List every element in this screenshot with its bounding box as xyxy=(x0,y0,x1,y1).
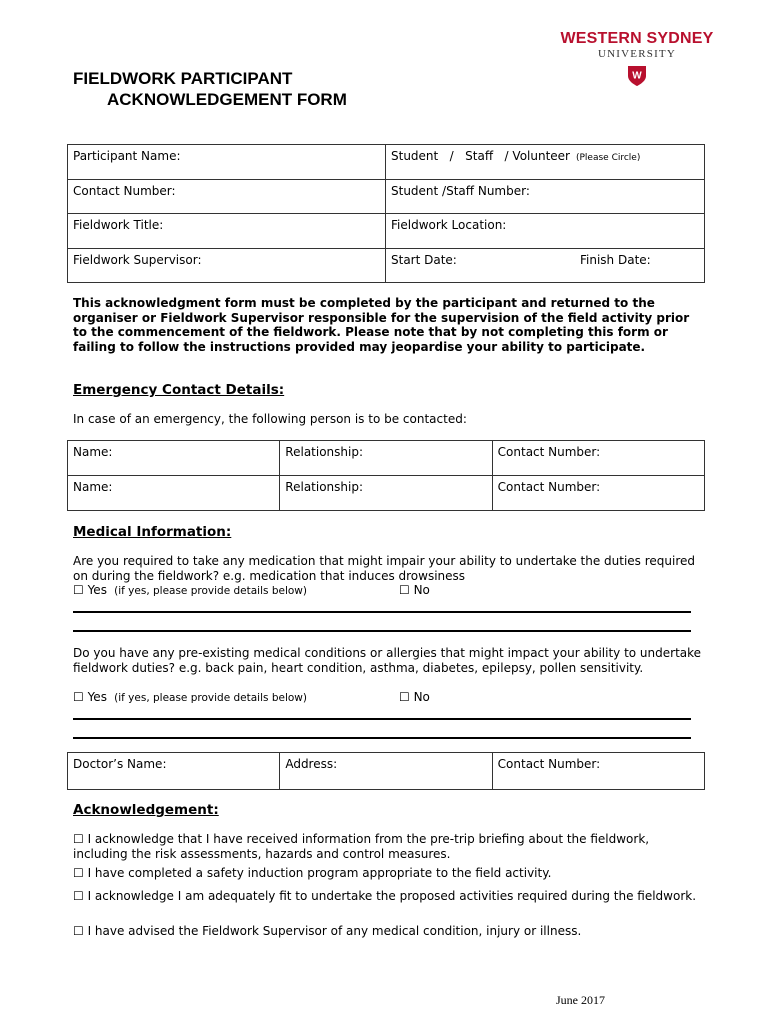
form-title xyxy=(73,68,347,110)
role-circle-field[interactable] xyxy=(386,145,705,180)
logo-line1: WESTERN SYDNEY xyxy=(560,30,714,47)
medication-details-line[interactable] xyxy=(73,611,691,613)
doctor-name-field[interactable]: Doctor’s Name: xyxy=(68,753,280,790)
medication-no-checkbox[interactable]: ☐ No xyxy=(399,583,430,597)
emergency-contact-number-field[interactable]: Contact Number: xyxy=(492,476,704,511)
conditions-details-line[interactable] xyxy=(73,718,691,720)
university-logo xyxy=(556,30,718,96)
ack-item-induction[interactable]: ☐ I have completed a safety induction program appropriate to the field activity. xyxy=(73,866,552,880)
form-title-line2: ACKNOWLEDGEMENT FORM xyxy=(107,90,347,109)
fieldwork-title-field[interactable]: Fieldwork Title: xyxy=(68,214,386,249)
participant-details-table xyxy=(67,144,705,283)
emergency-contact-number-field[interactable]: Contact Number: xyxy=(492,441,704,476)
conditions-yes-no: ☐ Yes (if yes, please provide details below) ☐ No xyxy=(73,690,430,704)
participant-name-field[interactable]: Participant Name: xyxy=(68,145,386,180)
conditions-no-checkbox[interactable]: ☐ No xyxy=(399,690,430,704)
conditions-yes-checkbox[interactable]: ☐ Yes xyxy=(73,690,107,704)
fieldwork-supervisor-field[interactable]: Fieldwork Supervisor: xyxy=(68,248,386,283)
student-staff-number-field[interactable]: Student /Staff Number: xyxy=(386,179,705,214)
notice-paragraph: This acknowledgment form must be completed by the participant and returned to the organiser or Fieldwork Supervisor responsible for the supervision of the field activity prior to the commencement of the fieldwork. Please note that by not completing this form or failing to follow the instructions provided may jeopardise your ability to participate. xyxy=(73,296,690,354)
emergency-intro: In case of an emergency, the following person is to be contacted: xyxy=(73,412,467,426)
conditions-question: Do you have any pre-existing medical conditions or allergies that might impact your ability to undertake fieldwork duties? e.g. back pain, heart condition, asthma, diabetes, epilepsy, pollen sensitivity. xyxy=(73,646,702,675)
role-options: Student / Staff / Volunteer xyxy=(391,149,570,163)
logo-line2: UNIVERSITY xyxy=(598,48,676,60)
shield-icon xyxy=(627,65,647,87)
emergency-name-field[interactable]: Name: xyxy=(68,441,280,476)
doctor-address-field[interactable]: Address: xyxy=(280,753,492,790)
medication-details-line[interactable] xyxy=(73,630,691,632)
conditions-yes-hint: if yes, please provide details below xyxy=(118,692,303,704)
fieldwork-location-field[interactable]: Fieldwork Location: xyxy=(386,214,705,249)
medication-yes-checkbox[interactable]: ☐ Yes xyxy=(73,583,107,597)
emergency-relationship-field[interactable]: Relationship: xyxy=(280,441,492,476)
footer-date: June 2017 xyxy=(556,993,605,1007)
medication-yes-no: ☐ Yes (if yes, please provide details below) ☐ No xyxy=(73,583,430,597)
ack-item-fitness[interactable]: ☐ I acknowledge I am adequately fit to undertake the proposed activities required during the fieldwork. xyxy=(73,889,697,903)
emergency-relationship-field[interactable]: Relationship: xyxy=(280,476,492,511)
medication-question: Are you required to take any medication that might impair your ability to undertake the duties required on during the fieldwork? e.g. medication that induces drowsiness xyxy=(73,554,696,583)
ack-item-medical-advised[interactable]: ☐ I have advised the Fieldwork Supervisor of any medical condition, injury or illness. xyxy=(73,924,582,938)
doctor-table xyxy=(67,752,705,790)
start-date-label: Start Date: xyxy=(391,252,457,267)
medical-heading: Medical Information: xyxy=(73,524,232,540)
contact-number-field[interactable]: Contact Number: xyxy=(68,179,386,214)
svg-text:W: W xyxy=(632,70,642,82)
doctor-contact-number-field[interactable]: Contact Number: xyxy=(492,753,704,790)
emergency-name-field[interactable]: Name: xyxy=(68,476,280,511)
emergency-heading: Emergency Contact Details: xyxy=(73,382,285,398)
form-title-line1: FIELDWORK PARTICIPANT xyxy=(73,69,293,88)
medication-yes-hint: if yes, please provide details below xyxy=(118,585,303,597)
conditions-details-line[interactable] xyxy=(73,737,691,739)
finish-date-label: Finish Date: xyxy=(580,252,651,267)
ack-item-briefing[interactable]: ☐ I acknowledge that I have received information from the pre-trip briefing about the fieldwork, including the risk assessments, hazards and control measures. xyxy=(73,832,650,861)
dates-field[interactable] xyxy=(386,248,705,283)
role-hint: (Please Circle) xyxy=(575,153,641,163)
acknowledgement-heading: Acknowledgement: xyxy=(73,802,219,818)
emergency-contact-table xyxy=(67,440,705,511)
